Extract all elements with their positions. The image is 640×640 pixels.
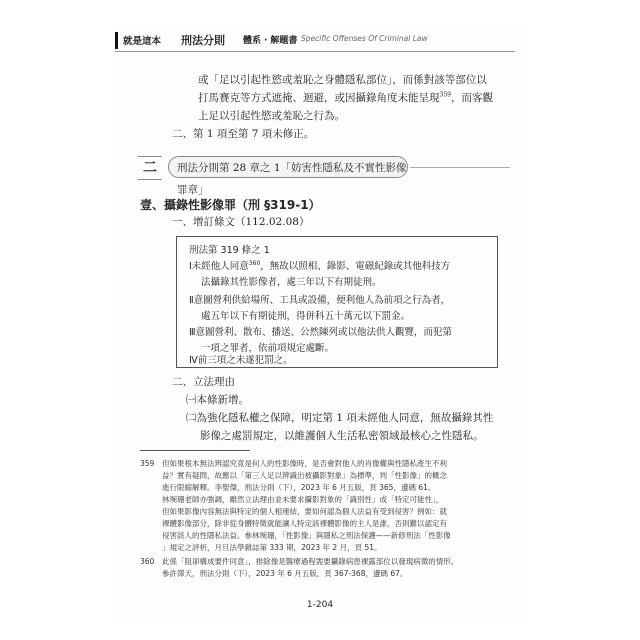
intro-line-3: 上足以引起性慾或羞恥之行為。 xyxy=(198,110,345,122)
footnote-number-359: 359 xyxy=(140,459,155,468)
statute-para-3: Ⅲ意圖營利、散布、播送、公然陳列或以他法供人觀覽，而犯第 xyxy=(189,327,453,338)
header-rule xyxy=(115,51,515,52)
exclamation-icon xyxy=(115,32,118,49)
banner-rule xyxy=(410,167,510,168)
page-number: 1-204 xyxy=(306,600,334,610)
statute-box xyxy=(176,236,498,368)
header-subtitle: 體系 ‧ 解題書 xyxy=(243,36,298,46)
intro-item-2: 二、第 1 項至第 7 項未修正。 xyxy=(172,128,315,140)
footnote-360-line: 此係「阻卻構成要件同意」，排除像是醫療過程需要攝錄病患裸露部位以發現病徵的情形。 xyxy=(162,557,459,566)
reason-heading: 二、立法理由 xyxy=(172,376,235,388)
footnote-359-line: 林琬珊老師亦強調，雖然立法理由並未要求攝影對象的「識別性」或「特定可能性」， xyxy=(162,495,444,504)
footnote-359-line: 進行限縮解釋。李聖傑，刑法分則（下），2023 年 6 月五版，頁 365，邊碼 61。 xyxy=(162,483,436,492)
footnote-359-line: 侵害該人的性隱私法益。參林琬珊，「性影像」與隱私之刑法保護——新修刑法「性影像 xyxy=(162,531,451,540)
chapter-title: 刑法分則第 28 章之 1「妨害性隱私及不實性影像罪章」 xyxy=(168,156,408,178)
header-series: 就是這本 xyxy=(123,36,162,47)
statute-para-4: Ⅳ前三項之未遂犯罰之。 xyxy=(189,355,293,366)
subsection-amended-text: 一、增訂條文（112.02.08） xyxy=(172,216,310,228)
statute-para-3-cont: 一項之罪者，依前項規定處斷。 xyxy=(201,343,335,354)
statute-para-2-cont: 處五年以下有期徒刑，得併科五十萬元以下罰金。 xyxy=(201,311,411,322)
reason-2: ㈡為強化隱私權之保障，明定第 1 項未經他人同意，無故攝錄其性 xyxy=(186,412,494,424)
statute-para-1-cont: 法攝錄其性影像者，處三年以下有期徒刑。 xyxy=(201,277,382,288)
reason-2-cont: 影像之處罰規定，以維護個人生活私密領域最核心之性隱私。 xyxy=(200,430,484,442)
reason-1: ㈠本條新增。 xyxy=(186,394,249,406)
footnote-ref-359[interactable]: 359 xyxy=(439,91,451,99)
statute-para-1: Ⅰ未經他人同意$^{360}$，無故以照相、錄影、電磁紀錄或其他科技方 xyxy=(189,259,451,272)
intro-line-2: 打馬賽克等方式遮掩、迴避，或因攝錄角度未能呈現$^{359}$，而客觀 xyxy=(198,91,493,104)
statute-para-2: Ⅱ意圖營利供給場所、工具或設備，便利他人為前項之行為者， xyxy=(189,295,451,306)
footnote-359-line: 但如果根本無法辨認究竟是何人的性影像時，是否會對他人的肖像權與性隱私產生不利 xyxy=(162,459,447,468)
footnote-359-line: 裸體影像部分，除非從身體特徵就能讓人特定該裸體影像的主人是誰，否則難以認定有 xyxy=(162,519,447,528)
footnote-359-line: 益？實有疑問，故應以「第三人足以辨識出被攝影對象」為標準，判「性影像」的概念 xyxy=(162,471,447,480)
footnote-rule xyxy=(140,450,250,451)
header-english-title: Specific Offenses Of Criminal Law xyxy=(301,34,428,43)
statute-title: 刑法第 319 條之 1 xyxy=(189,245,270,256)
running-header xyxy=(115,32,515,50)
header-book-title: 刑法分則 xyxy=(181,34,225,47)
intro-line-1: 或「足以引起性慾或羞恥之身體隱私部位」，而係對該等部位以 xyxy=(198,74,487,86)
chapter-number: 二 xyxy=(138,156,162,180)
footnote-number-360: 360 xyxy=(140,557,155,566)
footnote-359-line: 但如果影像內容無法與特定的個人相連結，要如何認為個人法益有受到侵害？例如：就 xyxy=(162,507,447,516)
footnote-ref-360[interactable]: 360 xyxy=(248,259,261,267)
footnote-360-line: 參許澤天，刑法分則（下），2023 年 6 月五版，頁 367-368，邊碼 67。 xyxy=(162,569,408,578)
section-heading: 壹、攝錄性影像罪（刑 §319-1） xyxy=(140,198,321,212)
footnote-359-line: 」規定之評析，月旦法學雜誌第 333 期，2023 年 2 月，頁 51。 xyxy=(162,543,382,552)
